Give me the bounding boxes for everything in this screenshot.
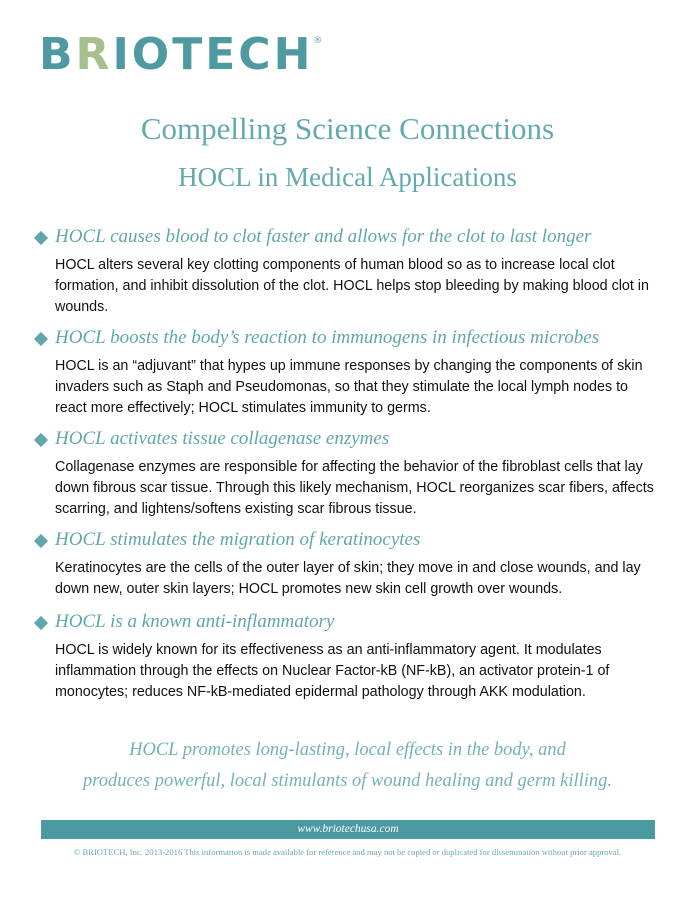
section-clotting bbox=[33, 227, 658, 318]
section-heading: HOCL boosts the body’s reaction to immunogens in infectious microbes bbox=[55, 327, 600, 348]
section-body: Keratinocytes are the cells of the outer layer of skin; they move in and close wounds, and lay down new, outer skin layers; HOCL promotes new skin cell growth over wounds. bbox=[55, 560, 641, 597]
section-body: HOCL is widely known for its effectiveness as an anti-inflammatory agent. It modulates inflammation through the effects on Nuclear Factor-kB (NF-kB), an activator protein-1 of monocytes; reduces NF-kB-mediated epidermal pathology through AKK modulation. bbox=[55, 642, 610, 700]
section-body: HOCL is an “adjuvant” that hypes up immune responses by changing the components of skin invaders such as Staph and Pseudomonas, so that they stimulate the local lymph nodes to react more effectively; HOCL stimulates immunity to germs. bbox=[55, 358, 643, 416]
diamond-bullet-icon bbox=[34, 433, 48, 447]
section-keratinocytes bbox=[33, 530, 658, 600]
copyright-notice: © BRIOTECH, Inc. 2013-2016 This information is made available for reference and may not be copied or duplicated for dissemination without prior approval. bbox=[73, 847, 622, 857]
website-link[interactable]: www.briotechusa.com bbox=[297, 823, 399, 835]
logo-text-r: R bbox=[75, 29, 113, 80]
tagline-line-2: produces powerful, local stimulants of wound healing and germ killing. bbox=[82, 771, 613, 791]
diamond-bullet-icon bbox=[34, 332, 48, 346]
diamond-bullet-icon bbox=[34, 534, 48, 548]
section-anti-inflammatory bbox=[33, 612, 658, 703]
section-body: Collagenase enzymes are responsible for affecting the behavior of the fibroblast cells that lay down fibrous scar tissue. Through this likely mechanism, HOCL reorganizes scar fibers, affects scarring, and lightens/softens existing scar fibrous tissue. bbox=[55, 459, 654, 517]
briotech-logo bbox=[39, 29, 323, 80]
logo-text-rest: IOTECH bbox=[112, 29, 314, 80]
section-body: HOCL alters several key clotting components of human blood so as to increase local clot formation, and inhibit dissolution of the clot. HOCL helps stop bleeding by making blood clot in wounds. bbox=[55, 257, 649, 315]
footer-url-bar bbox=[41, 820, 655, 839]
diamond-bullet-icon bbox=[34, 231, 48, 245]
page-title: Compelling Science Connections bbox=[140, 111, 555, 146]
tagline-line-1: HOCL promotes long-lasting, local effects in the body, and bbox=[129, 740, 566, 760]
section-heading: HOCL causes blood to clot faster and allows for the clot to last longer bbox=[55, 226, 592, 247]
section-heading: HOCL stimulates the migration of keratinocytes bbox=[55, 529, 421, 550]
section-immunogens bbox=[33, 328, 658, 419]
section-heading: HOCL is a known anti-inflammatory bbox=[55, 611, 335, 632]
diamond-bullet-icon bbox=[34, 616, 48, 630]
registered-mark: ® bbox=[313, 36, 323, 46]
section-heading: HOCL activates tissue collagenase enzymes bbox=[55, 428, 390, 449]
logo-text-b: B bbox=[39, 29, 76, 80]
section-collagenase bbox=[33, 429, 658, 520]
page-subtitle: HOCL in Medical Applications bbox=[178, 162, 517, 192]
